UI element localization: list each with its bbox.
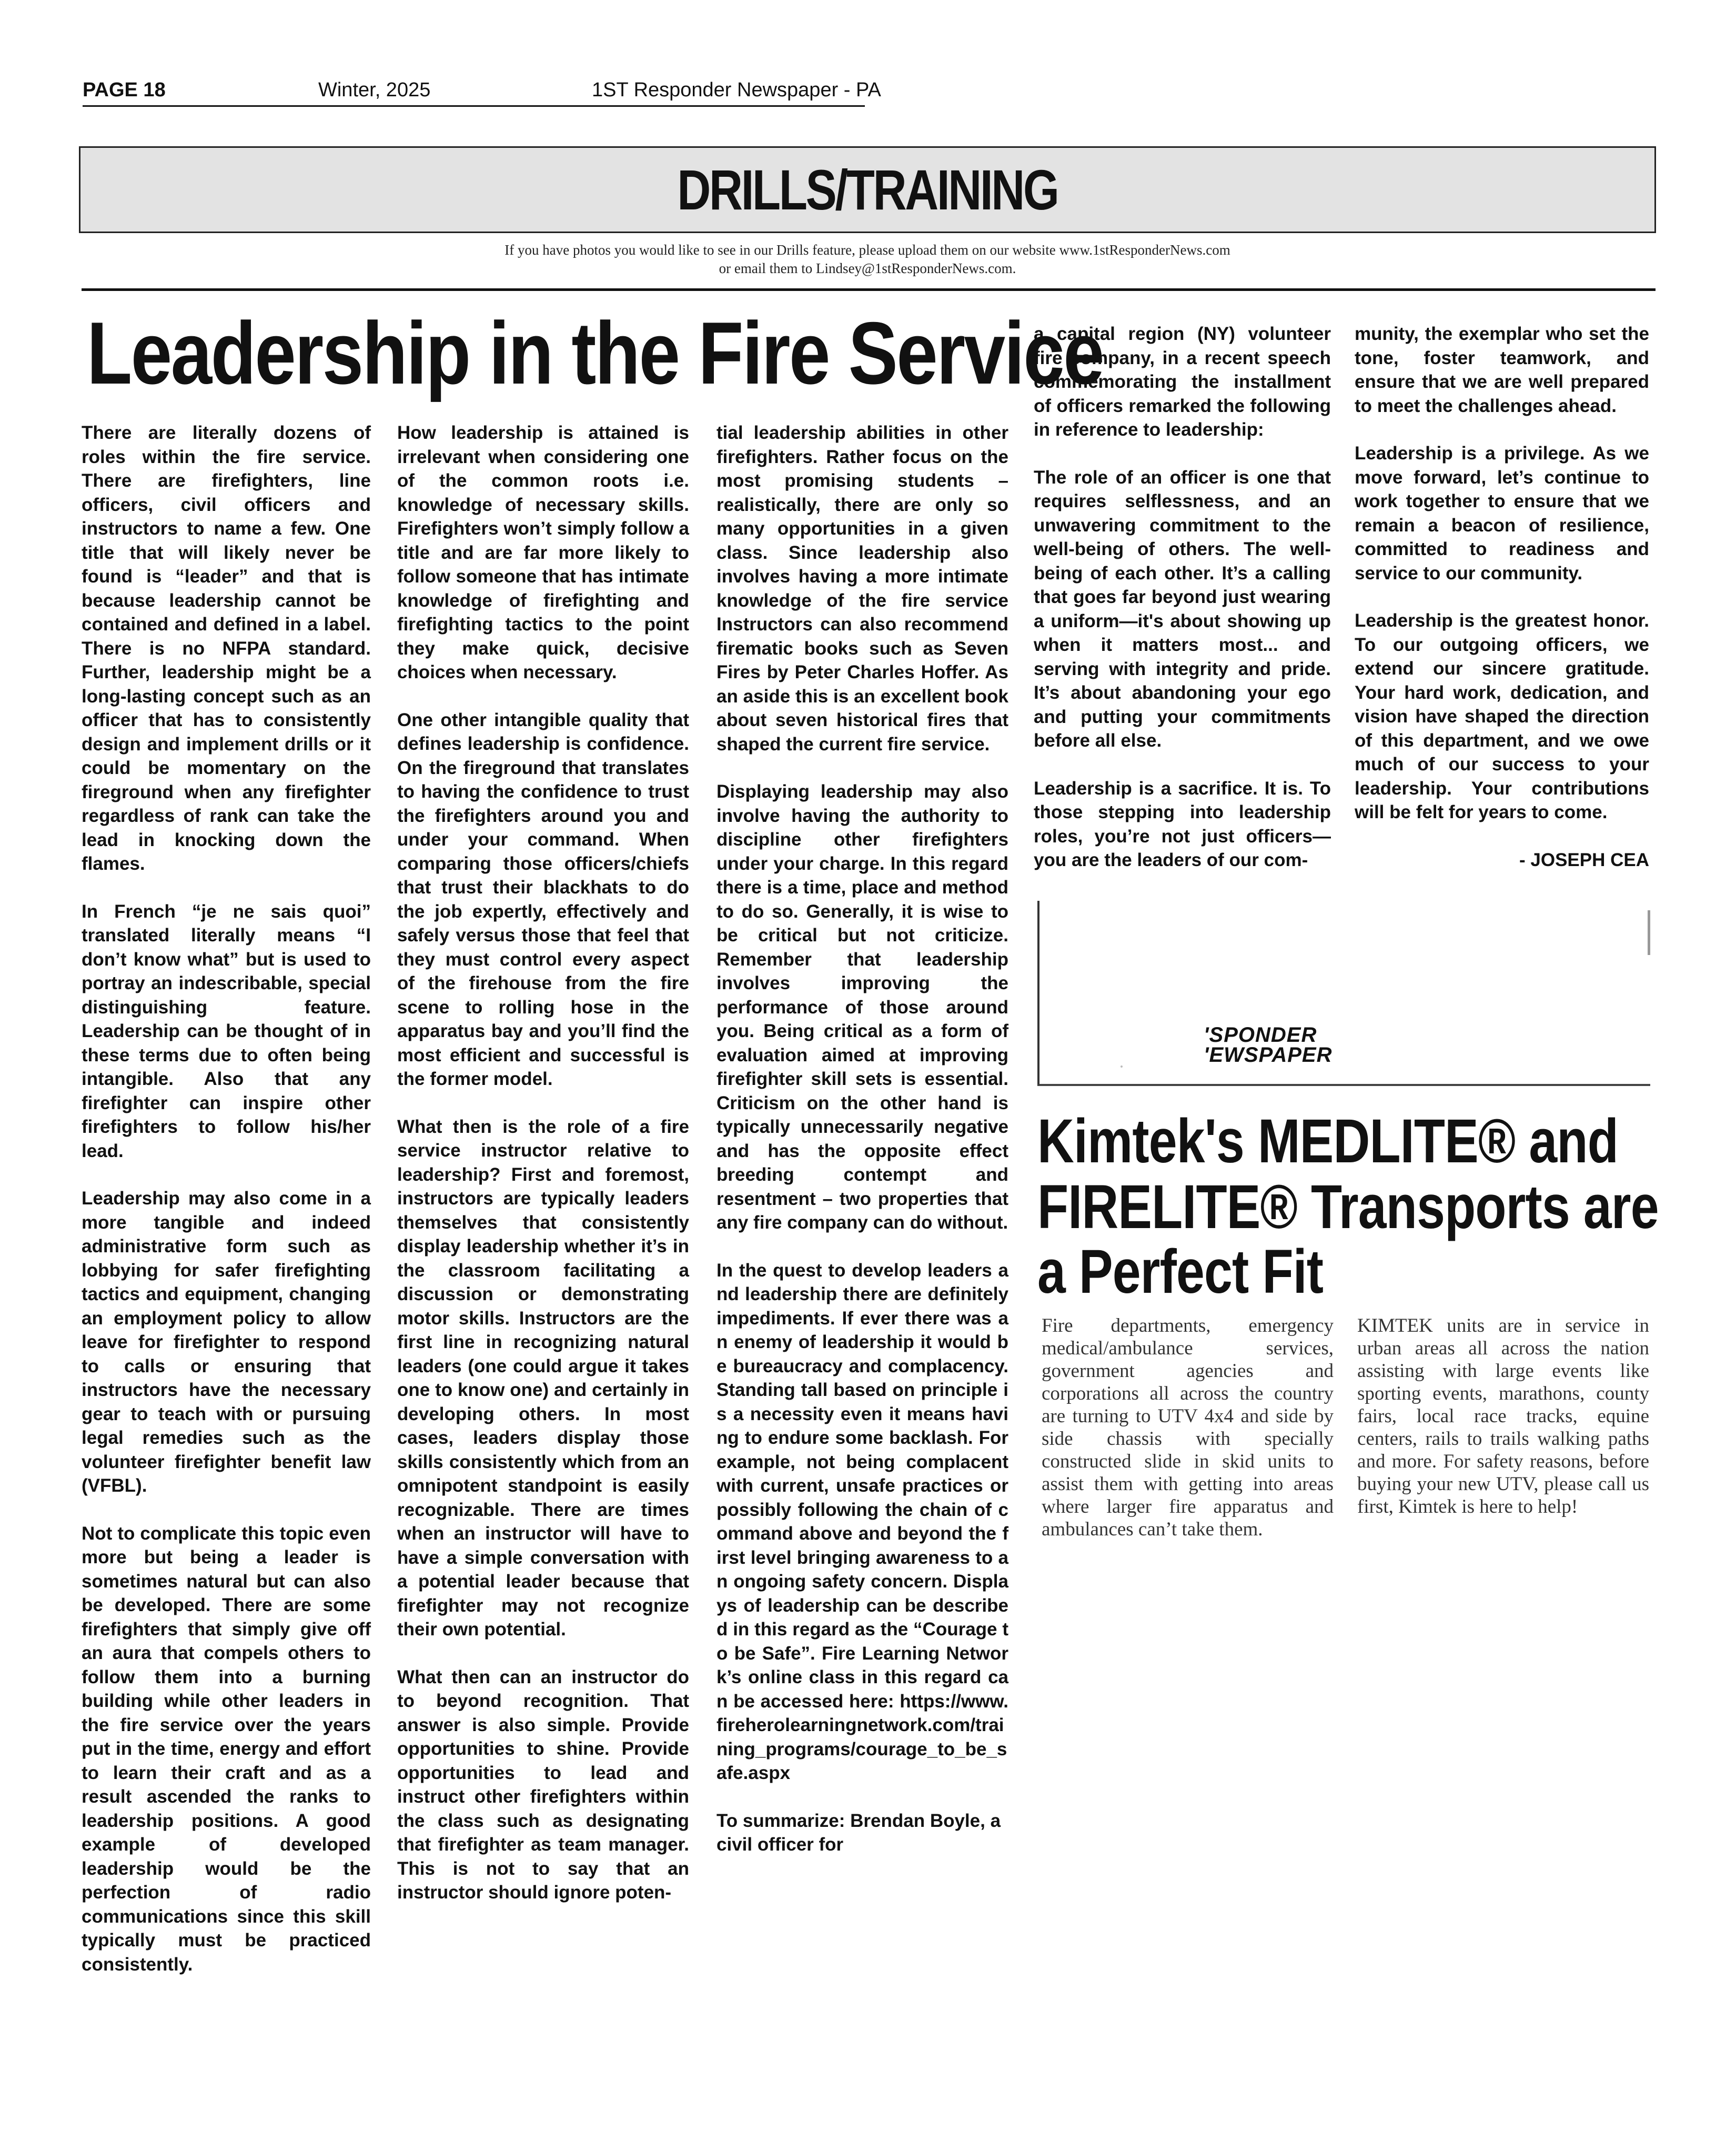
- section-title: DRILLS/TRAINING: [677, 158, 1058, 222]
- article2-headline-line3: a Perfect Fit: [1037, 1237, 1324, 1306]
- article-column-5: [1355, 322, 1649, 896]
- paragraph: What then is the role of a fire service instructor relative to leadership? First and foremost, instructors are typically leaders themselves that consistently display leadership whether it’s in the classroom facilitating a discussion or demonstrating motor skills. Instructors are the first line in recognizing natural leaders (one could argue it takes one to know one) and certainly in developing others. In most cases, leaders display those skills consistently which from an omnipotent standpoint is easily recognizable. There are times when an instructor will have to have a simple conversation with a potential leader because that firefighter may not recognize their own potential.: [397, 1116, 689, 1640]
- header-rule: [83, 105, 865, 107]
- ad-speck: [1121, 1066, 1123, 1068]
- article2-headline-line1: Kimtek's MEDLITE® and: [1037, 1107, 1618, 1176]
- paragraph: There are literally dozens of roles within the fire service. There are firefighters, line officers, civil officers and instructors to name a few. One title that will likely never be found is “leader” and that is because leadership cannot be contained and defined in a label. There is no NFPA standard. Further, leadership might be a long-lasting concept such as an officer that has to consistently design and implement drills or it could be momentary on the fireground when any firefighter regardless of rank can take the lead in knocking down the flames.: [82, 423, 371, 874]
- paragraph: In French “je ne sais quoi” translated literally means “I don’t know what” but is used to portray an indescribable, special distinguishing feature. Leadership can be thought of in these terms due to often being intangible. Also that any firefighter can inspire other firefighters to follow his/her lead.: [82, 901, 371, 1161]
- paragraph: munity, the exemplar who set the tone, foster teamwork, and ensure that we are well prepared to meet the challenges ahead.: [1355, 324, 1649, 416]
- newspaper-name: 1ST Responder Newspaper - PA: [592, 79, 881, 101]
- paragraph: Leadership is the greatest honor. To our outgoing officers, we extend our sincere gratitude. Your hard work, dedication, and vision have shaped the direction of this department, and we owe much of our success to your leadership. Your contributions will be felt for years to come.: [1355, 610, 1649, 822]
- paragraph: What then can an instructor do to beyond recognition. That answer is also simple. Provide opportunities to shine. Provide opportunities to lead and instruct other firefighters within the class such as designating that firefighter as team manager. This is not to say that an instructor should ignore poten-: [397, 1666, 689, 1903]
- paragraph: In the quest to develop leaders and leadership there are definitely impediments. If ever there was an enemy of leadership it would be bureaucracy and complacency. Standing tall based on principle is a necessity even it means having to endure some backlash. For example, not being complacent with current, unsafe practices or possibly following the chain of command above and beyond the first level bringing awareness to an ongoing safety concern. Displays of leadership can be described in this regard as the “Courage to be Safe”. Fire Learning Network’s online class in this regard can be accessed here: https://www.fireherolearningnetwork.com/training_programs/courage_to_be_safe.aspx: [716, 1260, 1008, 1783]
- paragraph: To summarize: Brendan Boyle, a civil officer for: [716, 1810, 1001, 1855]
- submission-note-line1: If you have photos you would like to see in our Drills feature, please upload them on our website www.1stResponderNews.com: [504, 242, 1230, 258]
- paragraph: One other intangible quality that defines leadership is confidence. On the fireground that translates to having the confidence to trust the firefighters around you and under your command. When comparing those officers/chiefs that trust their blackhats to do the job expertly, effectively and safely versus those that feel that they must control every aspect of the firehouse from the fire scene to rolling hose in the apparatus bay and you’ll find the most efficient and successful is the former model.: [397, 709, 689, 1089]
- section-rule: [82, 288, 1656, 291]
- paragraph: Displaying leadership may also involve having the authority to discipline other firefighters under your charge. In this regard there is a time, place and method to do so. Generally, it is wise to be critical but not criticize. Remember that leadership involves improving the performance of those around you. Being critical as a form of evaluation aimed at improving firefighter skill sets is essential. Criticism on the other hand is typically unnecessarily negative and has the opposite effect breeding contempt and resentment – two properties that any fire company can do without.: [716, 781, 1008, 1233]
- author-signoff: - JOSEPH CEA: [1519, 849, 1649, 870]
- section-banner: [79, 146, 1656, 233]
- issue-date: Winter, 2025: [318, 79, 431, 101]
- paragraph: Leadership is a sacrifice. It is. To those stepping into leadership roles, you’re not just officers—you are the leaders of our com-: [1034, 778, 1331, 870]
- paragraph: tial leadership abilities in other firefighters. Rather focus on the most promising students – realistically, there are only so many opportunities in a given class. Since leadership also involves having a more intimate knowledge of the fire service Instructors can also recommend firematic books such as Seven Fires by Peter Charles Hoffer. As an aside this is an excellent book about seven historical fires that shaped the current fire service.: [716, 423, 1008, 755]
- paragraph: Leadership may also come in a more tangible and indeed administrative form such as lobbying for safer firefighting tactics and equipment, changing an employment policy to allow leave for firefighter to respond to calls or ensuring that instructors have the necessary gear to teach with or pursuing legal remedies such as the volunteer firefighter benefit law (VFBL).: [82, 1188, 371, 1496]
- article2-column-1: Fire departments, emergency medical/ambulance services, government agencies and corporations all across the country are turning to UTV 4x4 and side by side chassis with specially constructed slide in skid units to assist them with getting into areas where larger fire apparatus and ambulances can’t take them.: [1042, 1315, 1334, 1540]
- paragraph: The role of an officer is one that requires selflessness, and an unwavering commitment to the well-being of others. The well-being of each other. It’s a calling that goes far beyond just wearing a uniform—it's about showing up when it matters most... and serving with integrity and pride. It’s about abandoning your ego and putting your commitments before all else.: [1034, 467, 1331, 751]
- paragraph: a capital region (NY) volunteer fire company, in a recent speech commemorating the installment of officers remarked the following in reference to leadership:: [1034, 324, 1331, 440]
- submission-note-line2: or email them to Lindsey@1stResponderNews.com.: [719, 260, 1016, 276]
- article-column-1: [82, 421, 371, 2000]
- ad-box: [1037, 901, 1650, 1086]
- article-headline: Leadership in the Fire Service: [87, 304, 1104, 403]
- paragraph: Leadership is a privilege. As we move forward, let’s continue to work together to ensure that we remain a beacon of resilience, committed to readiness and service to our community.: [1355, 443, 1649, 584]
- paragraph: Not to complicate this topic even more but being a leader is sometimes natural but can also be developed. There are some firefighters that simply give off an aura that compels others to follow them into a burning building while other leaders in the fire service over the years put in the time, energy and effort to learn their craft and as a result ascended the ranks to leadership positions. A good example of developed leadership would be the perfection of radio communications since this skill typically must be practiced consistently.: [82, 1523, 371, 1975]
- ad-edge-mark: [1648, 910, 1650, 955]
- page-number: PAGE 18: [83, 79, 166, 101]
- ad-logo-line2: 'EWSPAPER: [1204, 1043, 1333, 1067]
- paragraph: How leadership is attained is irrelevant when considering one of the common roots i.e. knowledge of necessary skills. Firefighters won’t simply follow a title and are far more likely to follow someone that has intimate knowledge of firefighting and firefighting tactics to the point they make quick, decisive choices when necessary.: [397, 423, 689, 682]
- article-column-4: [1034, 322, 1331, 896]
- article-column-2: [397, 421, 689, 1928]
- ad-logo-line1: 'SPONDER: [1204, 1023, 1317, 1047]
- article2-headline-line2: FIRELITE® Transports are: [1037, 1172, 1659, 1242]
- article2-column-2: KIMTEK units are in service in urban areas all across the nation assisting with large events like sporting events, marathons, county fairs, local race tracks, equine centers, rails to trails walking paths and more. For safety reasons, before buying your new UTV, please call us first, Kimtek is here to help!: [1357, 1315, 1649, 1517]
- article-column-3: [716, 421, 1008, 1881]
